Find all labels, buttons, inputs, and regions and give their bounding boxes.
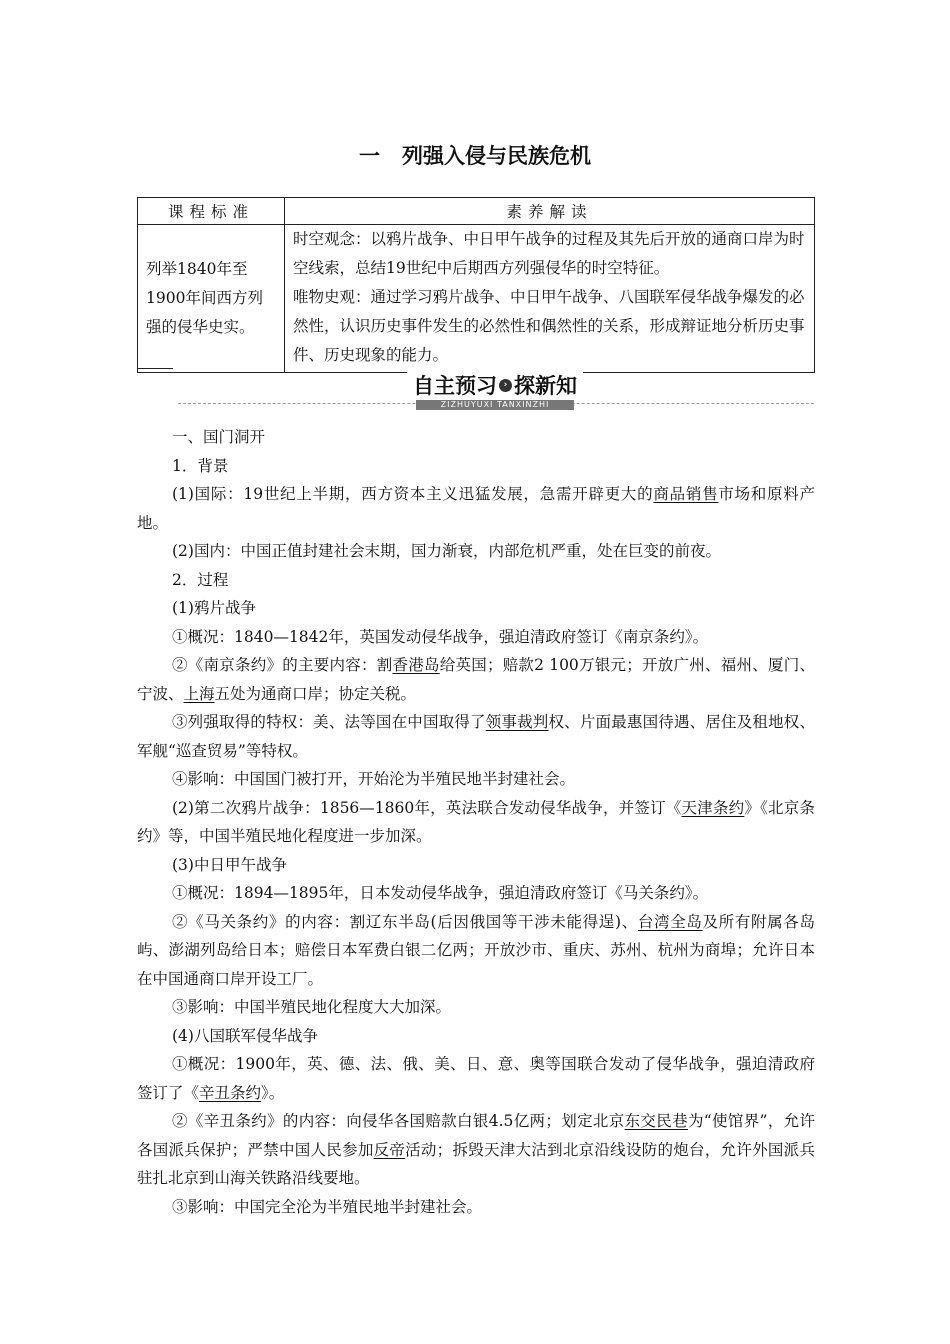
subheading-background: 1．背景 xyxy=(172,456,229,475)
paragraph: ①概况：1900年，英、德、法、俄、美、日、意、奥等国联合发动了侵华战争，强迫清政府签订了《辛丑条约》。 xyxy=(137,1055,815,1102)
main-content xyxy=(137,423,815,1221)
literacy-materialism: 唯物史观：通过学习鸦片战争、中日甲午战争、八国联军侵华战争爆发的必然性，认识历史事件发生的必然性和偶然性的关系，形成辩证地分析历史事件、历史现象的能力。 xyxy=(293,288,805,364)
paragraph: ①概况：1894—1895年，日本发动侵华战争，强迫清政府签订《马关条约》。 xyxy=(172,884,709,902)
chevron-right-icon: › xyxy=(499,379,512,392)
underlined-term: 商品销售 xyxy=(653,485,719,503)
paragraph: (3)中日甲午战争 xyxy=(172,855,287,874)
header-course-standard: 课程标准 xyxy=(138,198,285,225)
literacy-interpretation-cell xyxy=(285,225,815,373)
underlined-term: 东交民巷 xyxy=(624,1112,688,1130)
paragraph: (4)八国联军侵华战争 xyxy=(172,1026,318,1045)
underlined-term: 上海 xyxy=(183,684,215,703)
paragraph: ④影响：中国国门被打开，开始沦为半殖民地半封建社会。 xyxy=(172,770,576,788)
paragraph: (2)第二次鸦片战争：1856—1860年，英法联合发动侵华战争，并签订《天津条约》《北京条约》等，中国半殖民地化程度进一步加深。 xyxy=(137,798,815,845)
underlined-term: 辛丑条约 xyxy=(199,1083,262,1102)
banner-label xyxy=(404,372,586,410)
table-underline xyxy=(137,368,173,369)
underlined-term: 领事裁判 xyxy=(485,713,549,731)
underlined-term: 台湾全岛 xyxy=(637,912,703,931)
header-literacy-interpretation: 素养解读 xyxy=(285,198,815,225)
title-number: 一 xyxy=(359,144,380,168)
literacy-spacetime: 时空观念：以鸦片战争、中日甲午战争的过程及其先后开放的通商口岸为时空线索，总结19世纪中后期西方列强侵华的时空特征。 xyxy=(293,230,805,277)
banner-left-text: 自主预习 xyxy=(413,374,497,398)
underlined-term: 香港岛 xyxy=(392,656,440,674)
course-standard-cell: 列举1840年至1900年间西方列强的侵华史实。 xyxy=(138,225,285,373)
underlined-term: 反帝 xyxy=(373,1140,406,1159)
paragraph: ③影响：中国半殖民地化程度大大加深。 xyxy=(172,998,452,1016)
page-title xyxy=(0,140,950,170)
paragraph: (1)国际：19世纪上半期，西方资本主义迅猛发展，急需开辟更大的商品销售市场和原料产地。 xyxy=(137,485,815,532)
section-banner xyxy=(178,372,814,412)
title-text: 列强入侵与民族危机 xyxy=(402,144,591,168)
standards-table xyxy=(137,197,815,373)
subheading-process: 2．过程 xyxy=(172,570,229,589)
paragraph: (2)国内：中国正值封建社会末期，国力渐衰，内部危机严重，处在巨变的前夜。 xyxy=(172,542,721,560)
paragraph: ②《马关条约》的内容：割辽东半岛(后因俄国等干涉未能得逞)、台湾全岛及所有附属各岛屿、澎湖列岛给日本；赔偿日本军费白银二亿两；开放沙市、重庆、苏州、杭州为商埠；允许日本在中国通商口岸开设工厂。 xyxy=(137,912,815,988)
section-heading: 一、国门洞开 xyxy=(172,428,266,446)
paragraph: ①概况：1840—1842年，英国发动侵华战争，强迫清政府签订《南京条约》。 xyxy=(172,627,709,646)
banner-right-text: 探新知 xyxy=(514,374,577,398)
paragraph: (1)鸦片战争 xyxy=(172,599,256,617)
paragraph: ②《辛丑条约》的内容：向侵华各国赔款白银4.5亿两；划定北京东交民巷为“使馆界”，允许各国派兵保护；严禁中国人民参加反帝活动；拆毁天津大沽到北京沿线设防的炮台，允许外国派兵驻扎北京到山海关铁路沿线要地。 xyxy=(137,1112,815,1187)
paragraph: ②《南京条约》的主要内容：割香港岛给英国；赔款2 100万银元；开放广州、福州、厦门、宁波、上海五处为通商口岸；协定关税。 xyxy=(137,656,815,703)
banner-pinyin: ZIZHUYUXI TANXINZHI xyxy=(416,400,574,410)
paragraph: ③列强取得的特权：美、法等国在中国取得了领事裁判权、片面最惠国待遇、居住及租地权、军舰“巡查贸易”等特权。 xyxy=(137,713,815,760)
paragraph: ③影响：中国完全沦为半殖民地半封建社会。 xyxy=(172,1197,483,1216)
underlined-term: 天津条约 xyxy=(681,798,745,817)
